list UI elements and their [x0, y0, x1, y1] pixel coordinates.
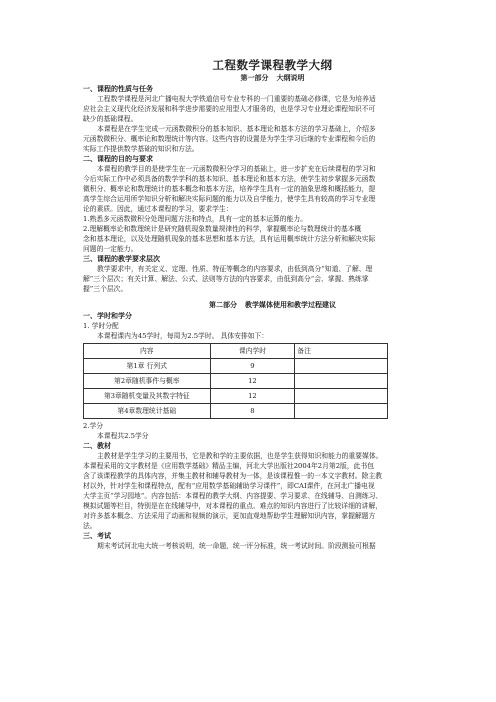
- paragraph-line: 含了该课程教学的具体内容，并集主教材和辅导教材为一体，是该课程惟一的一本文字教材。除主教: [83, 472, 383, 480]
- hours-intro: 本课程课内为45学时，每周为2.5学时。 具体安排如下：: [97, 332, 269, 340]
- table-header-row: [84, 344, 388, 359]
- section-levels-heading: 三、课程的教学要求层次: [83, 254, 160, 263]
- paragraph-line: 教学要求中，有关定义、定理、性质、特征等概念的内容要求，由低到高分“知道、了解、理: [97, 265, 373, 273]
- part-two-name: 教学媒体使用和教学过程建议: [245, 300, 336, 309]
- document-title: 工程数学课程教学大纲: [212, 58, 333, 72]
- paragraph-line: 主教材是学生学习的主要用书，它是教和学的主要依据，也是学生获得知识和能力的重要媒体。: [97, 452, 383, 460]
- paragraph-line: 微积分、概率论和数理统计的基本概念和基本方法，培养学生具有一定的抽象思维和概括能力，提: [83, 185, 376, 193]
- credit-text: 本课程共2.5学分: [97, 432, 149, 440]
- section-nature-heading: 一、课程的性质与任务: [83, 84, 153, 93]
- section-hours-heading: 一、学时和学分: [83, 311, 132, 320]
- hours-table: [83, 343, 388, 419]
- paragraph-line: 法。: [83, 522, 97, 530]
- section-exam-heading: 三、考试: [83, 531, 111, 540]
- header-content: 内容: [84, 344, 211, 359]
- cell-hours: 12: [210, 389, 295, 404]
- table-row: [84, 359, 388, 374]
- part-one-heading: [83, 73, 462, 83]
- paragraph-line: 元函数微积分、概率论和数理统计等内容。这些内容的设置是为学生学习后继的专业课程和今后的: [83, 135, 376, 143]
- cell-content: 第2章随机事件与概率: [84, 374, 211, 389]
- cell-remarks: [295, 374, 388, 389]
- part-two-heading: [83, 300, 462, 310]
- cell-hours: 9: [210, 359, 295, 374]
- part-one-name: 大纲说明: [276, 73, 305, 82]
- paragraph-line: 缺少的基础课程。: [83, 115, 138, 123]
- cell-content: 第1章 行列式: [84, 359, 211, 374]
- paragraph-line: 论的素质。因此，通过本课程的学习，要求学生：: [83, 205, 233, 213]
- list-item: 2.理解概率论和数理统计是研究随机现象数量规律性的科学，掌握概率论与数理统计的基本概: [83, 225, 362, 233]
- paragraph-line: 工程数学课程是河北广播电视大学铁道信号专业专科的一门重要的基础必修课，它是为培养适: [97, 95, 376, 103]
- cell-remarks: [295, 359, 388, 374]
- paragraph-line: 问题的一定能力。: [83, 245, 138, 253]
- part-one-label: 第一部分: [240, 73, 269, 82]
- cell-content: 第3章随机变量及其数字特征: [84, 389, 211, 404]
- section-nature-body: [83, 94, 462, 154]
- section-textbook-heading: 二、教材: [83, 441, 111, 450]
- cell-remarks: [295, 404, 388, 419]
- header-hours: 课内学时: [210, 344, 295, 359]
- list-item: 1.熟悉多元函数微积分处理问题方法和特点，具有一定的基本运算的能力。: [83, 215, 307, 223]
- section-goals-body: [83, 164, 462, 254]
- paragraph-line: 实际工作提供数学基础的知识和方法。: [83, 145, 199, 153]
- cell-hours: 8: [210, 404, 295, 419]
- paragraph-line: 本课程是在学生完成一元函数微积分的基本知识、基本理论和基本方法的学习基础上，介绍多: [97, 125, 376, 133]
- paragraph-line: 材以外，针对学生和课程特点，配有“应用数学基础辅助学习课件”，即CAI课件，在河北广播电视: [83, 482, 375, 490]
- paragraph-line: 对许多基本概念、方法采用了动画和视频的演示，更加直观地帮助学生理解知识内容，掌握解题方: [83, 512, 376, 520]
- credit-subheading: 2.学分: [83, 422, 104, 430]
- table-row: [84, 389, 388, 404]
- paragraph-line: 大学主页“学习园地”。内容包括：本课程的教学大纲、内容提要、学习要求、在线辅导、自测练习、: [83, 492, 383, 500]
- hours-table-wrap: [83, 343, 462, 419]
- paragraph-line: 念和基本理论，以及处理随机现象的基本思想和基本方法，具有运用概率统计方法分析和解决实际: [83, 235, 376, 243]
- paragraph-line: 本课程的教学目的是使学生在一元函数微积分学习的基础上，进一步扩充在后续课程的学习和: [97, 165, 376, 173]
- table-row: [84, 374, 388, 389]
- paragraph-line: 高学生综合运用所学知识分析和解决实际问题的能力以及自学能力，使学生具有较高的学习专业理: [83, 195, 376, 203]
- paragraph-line: 今后实际工作中必须具备的数学学科的基本知识、基本理论和基本方法，使学生初步掌握多元函数: [83, 175, 376, 183]
- section-exam-body: [83, 541, 462, 551]
- paragraph-line: 应社会主义现代化经济发展和科学进步需要的应用型人才服务的，也是学习专业理论课程知识不可: [83, 105, 376, 113]
- paragraph-line: 期末考试河北电大统一考核说明，统一命题，统一评分标准，统一考试时间。阶段测验可根据: [97, 542, 376, 550]
- cell-hours: 12: [210, 374, 295, 389]
- hours-subheading: 1. 学时分配: [83, 322, 119, 330]
- section-goals-heading: 二、课程的目的与要求: [83, 154, 153, 163]
- cell-remarks: [295, 389, 388, 404]
- section-levels-body: [83, 264, 462, 294]
- paragraph-line: 解”三个层次；有关计算、解法、公式、法则等方法的内容要求，由低到高分“会、掌握、熟练掌: [83, 275, 369, 283]
- cell-content: 第4章数理统计基础: [84, 404, 211, 419]
- paragraph-line: 本课程采用的文字教材是《应用数学基础》精品主编，河北大学出版社2004年2月第2版，此书包: [83, 462, 375, 470]
- paragraph-line: 握”三个层次。: [83, 285, 128, 293]
- part-two-label: 第二部分: [209, 300, 237, 309]
- section-textbook-body: [83, 451, 462, 531]
- header-remarks: 备注: [295, 344, 388, 359]
- table-row: [84, 404, 388, 419]
- paragraph-line: 模拟试题等栏目，特别是在在线辅导中，对本课程的重点、难点的知识内容进行了比较详细的讲解，: [83, 502, 383, 510]
